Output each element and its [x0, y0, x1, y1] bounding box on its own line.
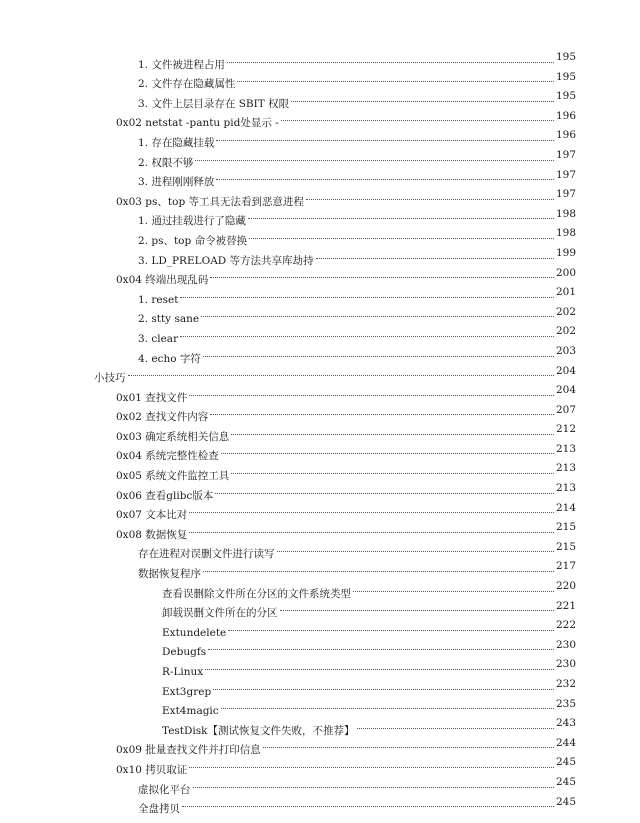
- dot-leader: [215, 479, 554, 499]
- toc-entry-title: 虚拟化平台: [138, 783, 191, 796]
- toc-entry[interactable]: [0, 205, 640, 228]
- toc-entry-title: 3. 进程刚刚释放: [138, 176, 215, 189]
- toc-entry[interactable]: [0, 518, 640, 541]
- dot-leader: [277, 538, 555, 558]
- toc-entry-title: 0x10 拷贝取证: [116, 763, 188, 776]
- dot-leader: [221, 695, 554, 715]
- toc-entry[interactable]: [0, 420, 640, 443]
- dot-leader: [189, 518, 554, 538]
- toc-entry[interactable]: [0, 107, 640, 130]
- dot-leader: [208, 636, 554, 656]
- dot-leader: [231, 420, 554, 440]
- toc-entry-page-number: 200: [554, 264, 576, 284]
- dot-leader: [210, 264, 554, 284]
- toc-entry-page-number: 217: [554, 557, 576, 577]
- toc-entry-title: 0x04 终端出现乱码: [116, 274, 209, 287]
- dot-leader: [193, 773, 555, 793]
- toc-entry-page-number: 197: [554, 146, 576, 166]
- toc-entry-title: 查看误删除文件所在分区的文件系统类型: [162, 587, 351, 600]
- dot-leader: [195, 146, 554, 166]
- toc-entry[interactable]: [0, 577, 640, 600]
- toc-entry-page-number: 220: [554, 577, 576, 597]
- toc-entry-page-number: 195: [554, 48, 576, 68]
- toc-entry[interactable]: [0, 557, 640, 581]
- toc-entry-page-number: 245: [554, 753, 576, 773]
- toc-entry-title: 2. ps、top 命令被替换: [138, 234, 248, 247]
- dot-leader: [353, 577, 554, 597]
- toc-entry[interactable]: [0, 322, 640, 345]
- toc-entry-title: 0x01 查找文件: [116, 391, 188, 404]
- toc-entry-title: 3. LD_PRELOAD 等方法共享库劫持: [138, 254, 314, 267]
- toc-entry-page-number: 202: [554, 303, 576, 323]
- toc-entry-title: 小技巧: [94, 372, 126, 385]
- toc-entry-page-number: 230: [554, 655, 576, 675]
- dot-leader: [263, 734, 554, 754]
- toc-entry-title: 1. 存在隐藏挂载: [138, 136, 215, 149]
- toc-entry-title: Extundelete: [162, 626, 227, 639]
- toc-entry-title: 0x08 数据恢复: [116, 528, 188, 541]
- dot-leader: [201, 303, 554, 323]
- dot-leader: [248, 205, 554, 225]
- toc-entry-page-number: 204: [554, 362, 576, 382]
- toc-entry-title: 0x03 确定系统相关信息: [116, 430, 230, 443]
- toc-entry-page-number: 232: [554, 675, 576, 695]
- toc-entry[interactable]: [0, 636, 640, 659]
- table-of-contents: [0, 48, 640, 816]
- toc-entry-title: 1. 文件被进程占用: [138, 58, 225, 71]
- toc-entry[interactable]: [0, 362, 640, 385]
- dot-leader: [231, 459, 554, 479]
- toc-entry-title: Ext3grep: [162, 685, 212, 698]
- toc-entry-title: 存在进程对误删文件进行读写: [138, 548, 275, 561]
- dot-leader: [221, 440, 554, 460]
- toc-entry[interactable]: [0, 734, 640, 757]
- toc-entry[interactable]: [0, 793, 640, 816]
- dot-leader: [227, 48, 554, 68]
- dot-leader: [189, 499, 554, 519]
- dot-leader: [180, 322, 554, 342]
- toc-entry-page-number: 202: [554, 322, 576, 342]
- toc-entry[interactable]: [0, 48, 640, 71]
- toc-entry-page-number: 212: [554, 420, 576, 440]
- toc-entry-page-number: 213: [554, 440, 576, 460]
- dot-leader: [203, 342, 554, 362]
- toc-entry-page-number: 215: [554, 538, 576, 558]
- toc-entry[interactable]: [0, 166, 640, 189]
- toc-entry-page-number: 197: [554, 185, 576, 205]
- dot-leader: [249, 224, 554, 244]
- toc-entry-title: 0x07 文本比对: [116, 509, 188, 522]
- toc-entry-title: 数据恢复程序: [138, 568, 201, 581]
- toc-entry-title: 1. reset: [138, 293, 179, 306]
- dot-leader: [189, 381, 554, 401]
- toc-entry[interactable]: [0, 616, 640, 639]
- toc-entry-title: 2. 权限不够: [138, 156, 194, 169]
- toc-entry-page-number: 213: [554, 459, 576, 479]
- toc-entry-page-number: 221: [554, 597, 576, 617]
- toc-entry[interactable]: [0, 283, 640, 306]
- toc-entry[interactable]: [0, 401, 640, 424]
- toc-entry-title: 4. echo 字符: [138, 352, 201, 365]
- toc-entry[interactable]: [0, 479, 640, 502]
- dot-leader: [280, 597, 555, 617]
- toc-entry[interactable]: [0, 773, 640, 796]
- toc-entry-page-number: 203: [554, 342, 576, 362]
- toc-entry[interactable]: [0, 655, 640, 678]
- toc-entry-title: 0x05 系统文件监控工具: [116, 470, 230, 483]
- toc-entry-title: 全盘拷贝: [138, 803, 180, 816]
- toc-entry-page-number: 199: [554, 244, 576, 264]
- toc-entry-page-number: 204: [554, 381, 576, 401]
- toc-entry-title: 2. stty sane: [138, 313, 200, 326]
- toc-entry-page-number: 195: [554, 87, 576, 107]
- toc-entry-title: 0x04 系统完整性检查: [116, 450, 219, 463]
- toc-entry-page-number: 222: [554, 616, 576, 636]
- toc-entry-page-number: 197: [554, 166, 576, 186]
- toc-entry[interactable]: [0, 753, 640, 776]
- toc-entry-title: 0x06 查看glibc版本: [116, 489, 214, 502]
- toc-entry-title: 3. 文件上层目录存在 SBIT 权限: [138, 97, 290, 110]
- toc-entry-title: R-Linux: [162, 666, 204, 678]
- toc-entry[interactable]: [0, 224, 640, 247]
- toc-entry[interactable]: [0, 303, 640, 326]
- toc-entry[interactable]: [0, 499, 640, 522]
- toc-entry-page-number: 243: [554, 714, 576, 734]
- toc-entry[interactable]: [0, 695, 640, 718]
- toc-entry-title: Debugfs: [162, 646, 207, 659]
- toc-entry-title: 卸载误删文件所在的分区: [162, 607, 278, 620]
- toc-entry-title: 0x03 ps、top 等工具无法看到恶意进程: [116, 195, 305, 208]
- toc-entry-page-number: 196: [554, 107, 576, 127]
- toc-entry[interactable]: [0, 538, 640, 561]
- dot-leader: [237, 68, 554, 88]
- toc-entry[interactable]: [0, 185, 640, 208]
- dot-leader: [357, 714, 554, 734]
- dot-leader: [205, 655, 554, 675]
- dot-leader: [316, 244, 554, 264]
- toc-entry-title: 2. 文件存在隐藏属性: [138, 78, 236, 91]
- toc-entry-page-number: 235: [554, 695, 576, 715]
- dot-leader: [281, 107, 554, 127]
- toc-entry-title: 0x02 查找文件内容: [116, 411, 209, 424]
- toc-entry[interactable]: [0, 68, 640, 91]
- dot-leader: [228, 616, 554, 636]
- toc-entry[interactable]: [0, 126, 640, 149]
- toc-entry-title: 3. clear: [138, 332, 179, 345]
- dot-leader: [306, 185, 554, 205]
- toc-entry[interactable]: [0, 87, 640, 110]
- dot-leader: [216, 126, 554, 146]
- toc-entry-page-number: 196: [554, 126, 576, 146]
- toc-entry[interactable]: [0, 714, 640, 737]
- toc-entry-page-number: 244: [554, 734, 576, 754]
- toc-entry[interactable]: [0, 597, 640, 620]
- dot-leader: [189, 753, 554, 773]
- toc-entry-page-number: 198: [554, 205, 576, 225]
- toc-entry-page-number: 245: [554, 773, 576, 793]
- toc-entry-title: 0x02 netstat -pantu pid处显示 -: [116, 117, 279, 130]
- toc-entry-title: 0x09 批量查找文件并打印信息: [116, 744, 261, 757]
- dot-leader: [210, 401, 554, 421]
- toc-entry-page-number: 195: [554, 68, 576, 88]
- toc-entry[interactable]: [0, 264, 640, 287]
- dot-leader: [213, 675, 554, 695]
- toc-entry[interactable]: [0, 244, 640, 267]
- toc-entry[interactable]: [0, 381, 640, 404]
- toc-entry[interactable]: [0, 342, 640, 365]
- dot-leader: [203, 557, 554, 577]
- toc-entry-page-number: 245: [554, 793, 576, 813]
- toc-entry-page-number: 214: [554, 499, 576, 519]
- toc-entry-title: TestDisk【测试恢复文件失败，不推荐】: [162, 724, 355, 737]
- dot-leader: [216, 166, 554, 186]
- dot-leader: [291, 87, 554, 107]
- toc-entry-page-number: 198: [554, 224, 576, 244]
- toc-entry[interactable]: [0, 459, 640, 483]
- toc-entry-page-number: 201: [554, 283, 576, 303]
- toc-entry[interactable]: [0, 146, 640, 169]
- toc-entry[interactable]: [0, 675, 640, 698]
- toc-entry-page-number: 215: [554, 518, 576, 538]
- toc-entry-page-number: 230: [554, 636, 576, 656]
- toc-entry-page-number: 213: [554, 479, 576, 499]
- toc-entry-page-number: 207: [554, 401, 576, 421]
- toc-entry[interactable]: [0, 440, 640, 463]
- dot-leader: [128, 362, 555, 382]
- dot-leader: [180, 283, 554, 303]
- toc-entry-title: Ext4magic: [162, 705, 219, 718]
- toc-entry-title: 1. 通过挂载进行了隐藏: [138, 215, 246, 228]
- dot-leader: [182, 793, 554, 813]
